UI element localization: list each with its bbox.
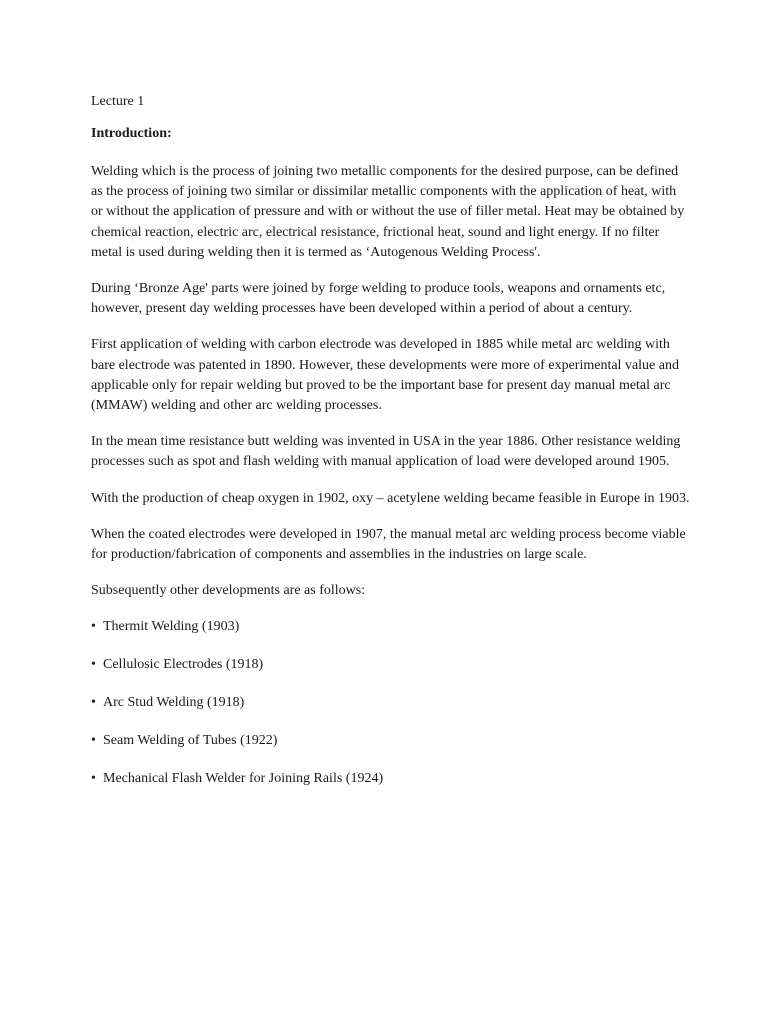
paragraph-oxy-acetylene: With the production of cheap oxygen in 1902, oxy – acetylene welding became feasible in Europe in 1903. bbox=[91, 490, 690, 506]
list-item-text: Mechanical Flash Welder for Joining Rails (1924) bbox=[103, 771, 384, 787]
paragraph-carbon-electrode: First application of welding with carbon electrode was developed in 1885 while metal arc welding with bare electrode was patented in 1890. However, these developments were more of experimental value and applicable only for repair welding but proved to be the important base for present day manual metal arc (MMAW) welding and other arc welding processes. bbox=[91, 337, 679, 414]
list-item-text: Seam Welding of Tubes (1922) bbox=[103, 733, 278, 749]
bullet-icon: • bbox=[91, 771, 96, 787]
paragraph-subsequent: Subsequently other developments are as follows: bbox=[91, 583, 366, 599]
list-item bbox=[91, 731, 691, 751]
bullet-icon: • bbox=[91, 695, 96, 711]
bullet-icon: • bbox=[91, 733, 96, 749]
paragraph-bronze-age: During ‘Bronze Age' parts were joined by forge welding to produce tools, weapons and ornaments etc, however, present day welding processes have been developed within a period of about a century. bbox=[91, 281, 666, 317]
list-item-text: Cellulosic Electrodes (1918) bbox=[103, 657, 264, 673]
list-item bbox=[91, 769, 691, 789]
list-item bbox=[91, 617, 691, 637]
bullet-icon: • bbox=[91, 657, 96, 673]
paragraph-resistance-welding: In the mean time resistance butt welding was invented in USA in the year 1886. Other resistance welding processes such as spot and flash welding with manual application of load were developed around 1905. bbox=[91, 434, 681, 470]
list-item-text: Thermit Welding (1903) bbox=[103, 619, 240, 635]
bullet-icon: • bbox=[91, 619, 96, 635]
list-item bbox=[91, 693, 691, 713]
lecture-label: Lecture 1 bbox=[91, 94, 145, 109]
list-item-text: Arc Stud Welding (1918) bbox=[103, 695, 245, 711]
section-heading: Introduction: bbox=[91, 126, 172, 141]
developments-list bbox=[91, 617, 691, 789]
paragraph-definition: Welding which is the process of joining two metallic components for the desired purpose, can be defined as the process of joining two similar or dissimilar metallic components with the application of heat, with or without the application of pressure and with or without the use of filler metal. Heat may be obtained by chemical reaction, electric arc, electrical resistance, frictional heat, sound and light energy. If no filter metal is used during welding then it is termed as ‘Autogenous Welding Process'. bbox=[91, 164, 685, 260]
paragraph-coated-electrodes: When the coated electrodes were developed in 1907, the manual metal arc welding process become viable for production/fabrication of components and assemblies in the industries on large scale. bbox=[91, 526, 686, 563]
list-item bbox=[91, 655, 691, 675]
document-page bbox=[91, 92, 691, 807]
